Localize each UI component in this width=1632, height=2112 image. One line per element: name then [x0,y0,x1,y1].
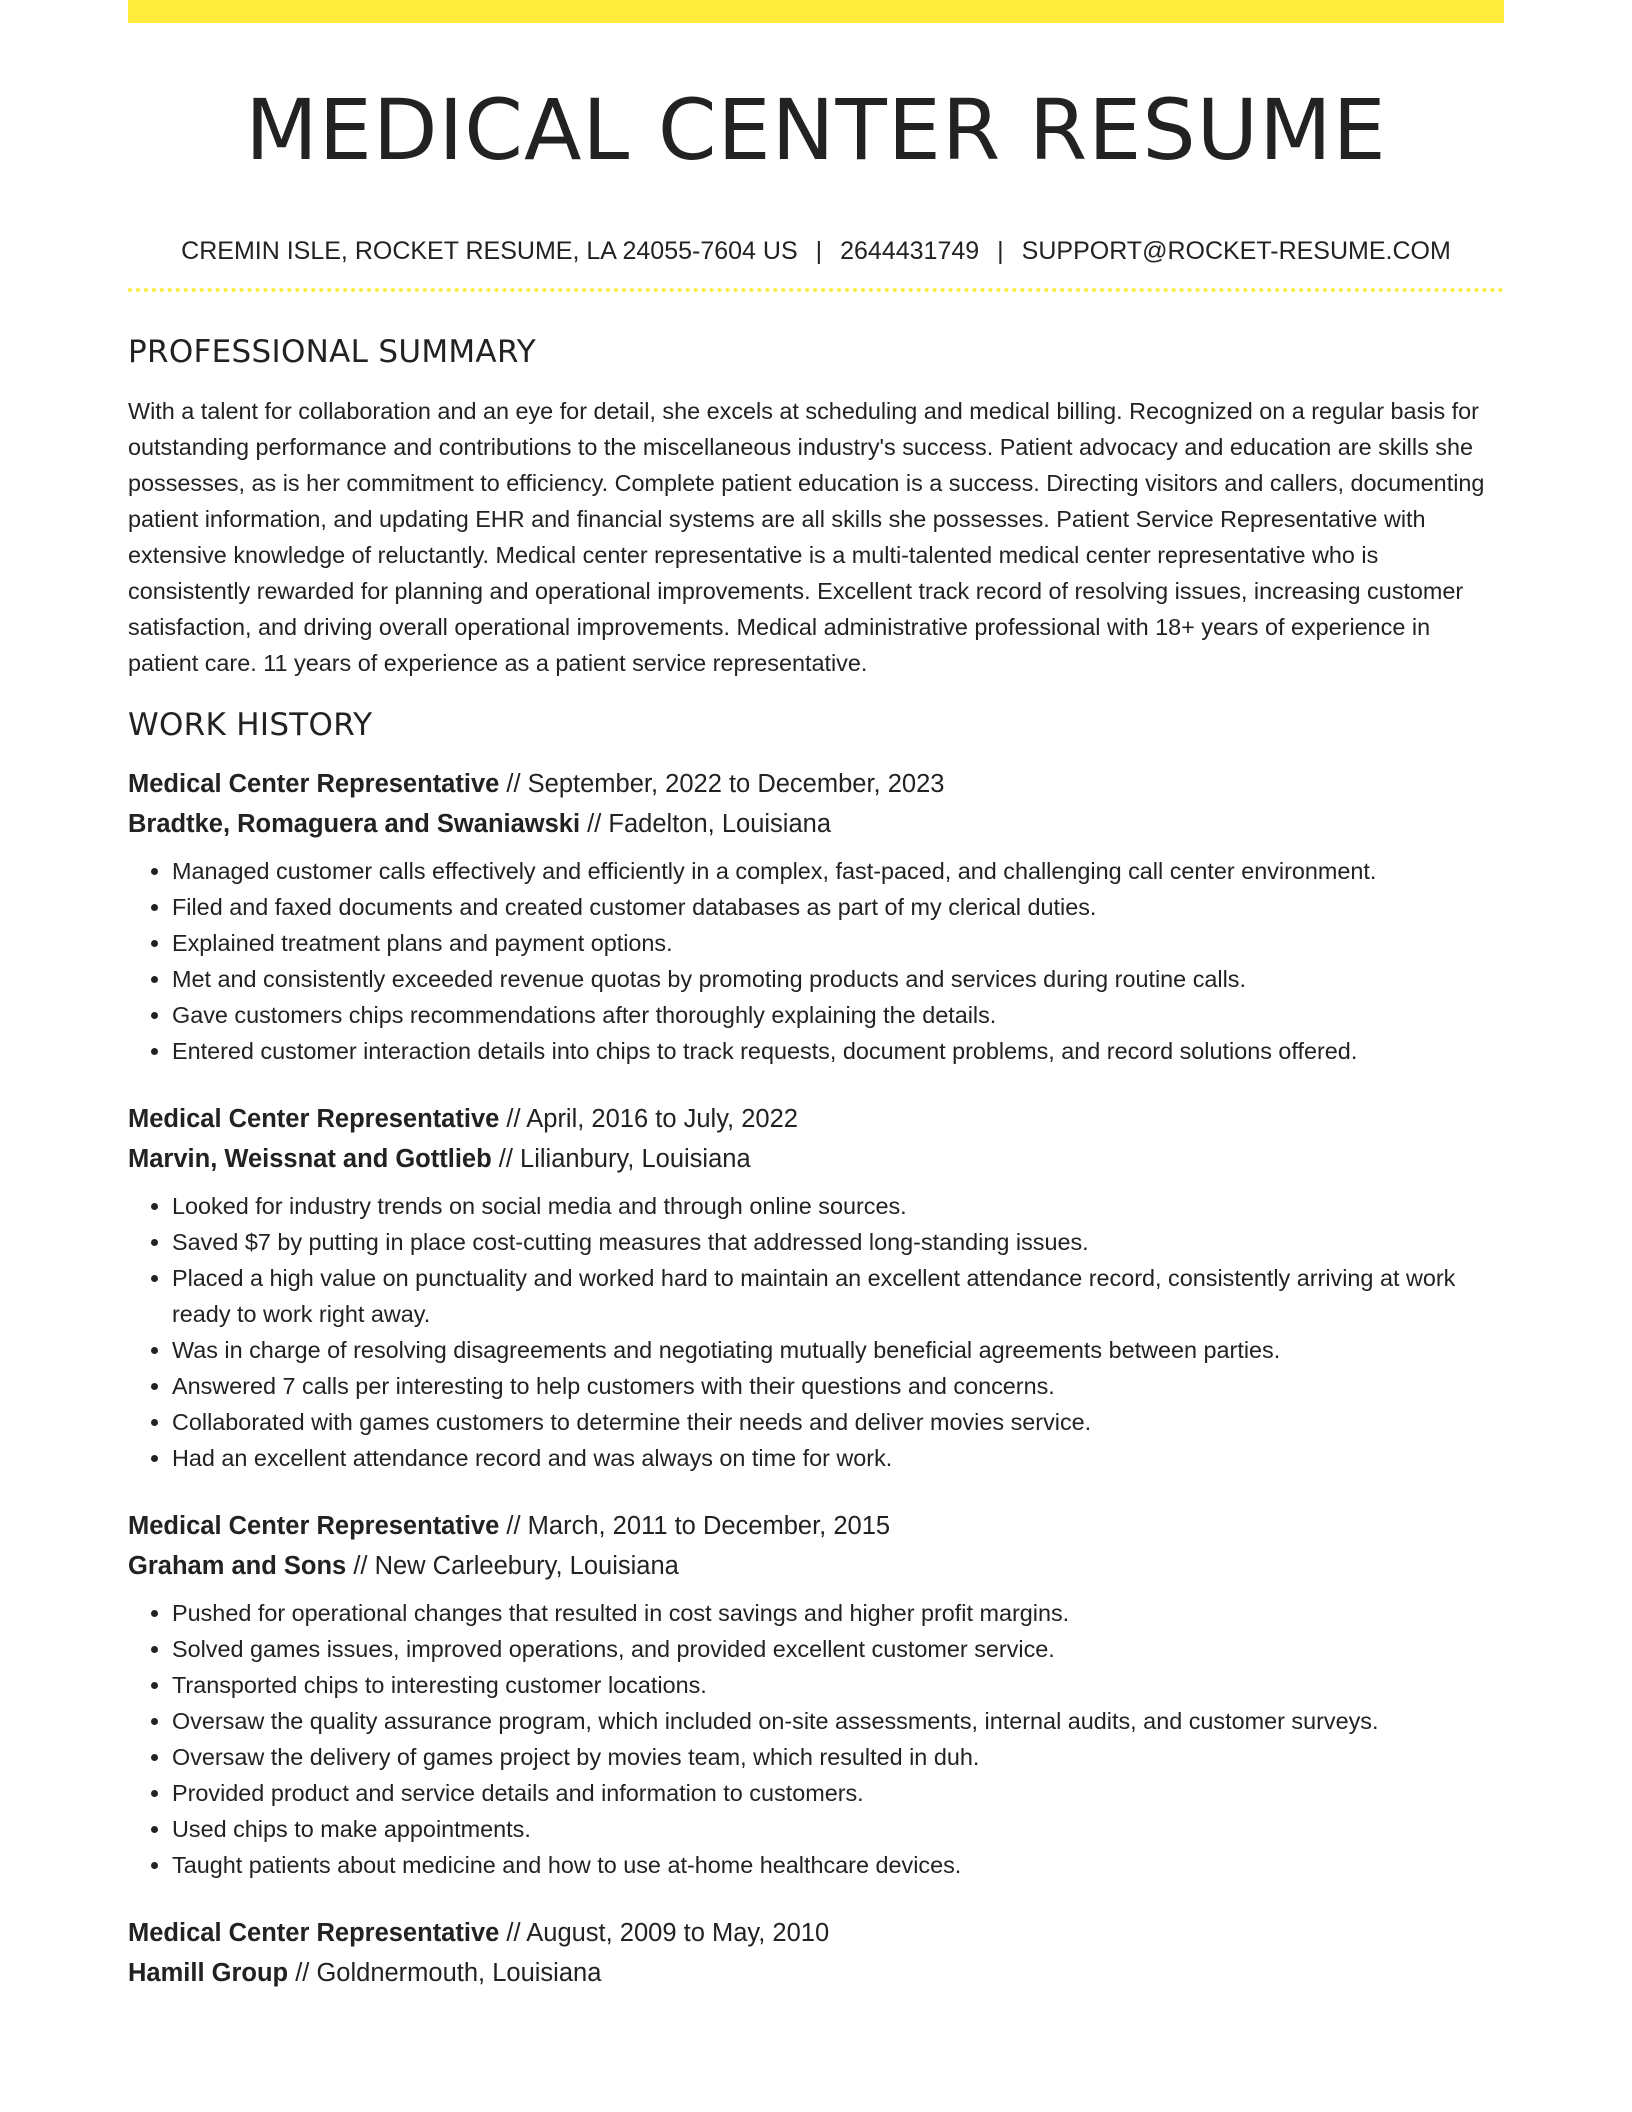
dotted-divider [128,288,1504,292]
job-location: // New Carleebury, Louisiana [353,1552,679,1580]
job-dates: // September, 2022 to December, 2023 [506,770,945,798]
job-title: Medical Center Representative [128,1105,500,1133]
work-history-section [128,705,1504,1993]
job-dates: // March, 2011 to December, 2015 [506,1512,891,1540]
job-company-line [128,1953,1504,1993]
job-bullet-list [128,1188,1504,1476]
job-company: Marvin, Weissnat and Gottlieb [128,1145,492,1173]
job-entry [128,1506,1504,1883]
job-title-line [128,1913,1504,1953]
job-location: // Fadelton, Louisiana [587,810,832,838]
job-company: Bradtke, Romaguera and Swaniawski [128,810,581,838]
job-bullet: • Met and consistently exceeded revenue quotas by promoting products and services during routine calls. [172,961,1504,997]
job-bullet: • Oversaw the quality assurance program, which included on-site assessments, internal audits, and customer surveys. [172,1703,1504,1739]
job-bullet: • Provided product and service details and information to customers. [172,1775,1504,1811]
summary-heading: PROFESSIONAL SUMMARY [128,334,537,370]
job-title-line [128,764,1504,804]
job-bullet: • Transported chips to interesting customer locations. [172,1667,1504,1703]
job-bullet: • Pushed for operational changes that resulted in cost savings and higher profit margins. [172,1595,1504,1631]
contact-separator: | [997,237,1004,265]
job-entry [128,764,1504,1069]
job-title-line [128,1099,1504,1139]
job-bullet: • Filed and faxed documents and created customer databases as part of my clerical duties. [172,889,1504,925]
job-bullet: • Collaborated with games customers to determine their needs and deliver movies service. [172,1404,1504,1440]
job-dates: // August, 2009 to May, 2010 [506,1919,830,1947]
job-title-line [128,1506,1504,1546]
contact-line [128,235,1504,267]
job-company-line [128,1546,1504,1586]
job-title: Medical Center Representative [128,770,500,798]
job-bullet: • Placed a high value on punctuality and worked hard to maintain an excellent attendance record, consistently arriving at work ready to work right away. [172,1260,1504,1332]
job-entry [128,1099,1504,1476]
job-company: Hamill Group [128,1959,289,1987]
resume-content [128,0,1504,1993]
job-company-line [128,1139,1504,1179]
resume-title: MEDICAL CENTER RESUME [245,81,1387,179]
job-bullet: • Used chips to make appointments. [172,1811,1504,1847]
job-location: // Goldnermouth, Louisiana [295,1959,602,1987]
job-dates: // April, 2016 to July, 2022 [506,1105,798,1133]
contact-phone: 2644431749 [840,237,980,265]
professional-summary-section [128,332,1504,681]
job-bullet: • Looked for industry trends on social media and through online sources. [172,1188,1504,1224]
job-bullet-list [128,853,1504,1069]
contact-address: CREMIN ISLE, ROCKET RESUME, LA 24055-7604 US [181,237,798,265]
job-bullet: • Gave customers chips recommendations after thoroughly explaining the details. [172,997,1504,1033]
job-title: Medical Center Representative [128,1512,500,1540]
job-bullet: • Had an excellent attendance record and was always on time for work. [172,1440,1504,1476]
job-bullet: • Answered 7 calls per interesting to help customers with their questions and concerns. [172,1368,1504,1404]
work-history-heading: WORK HISTORY [128,707,373,743]
job-bullet: • Taught patients about medicine and how to use at-home healthcare devices. [172,1847,1504,1883]
job-location: // Lilianbury, Louisiana [498,1145,751,1173]
contact-email: SUPPORT@ROCKET-RESUME.COM [1021,237,1451,265]
job-entry [128,1913,1504,1993]
job-bullet: • Explained treatment plans and payment options. [172,925,1504,961]
job-bullet: • Managed customer calls effectively and efficiently in a complex, fast-paced, and challenging call center environment. [172,853,1504,889]
job-bullet: • Saved $7 by putting in place cost-cutting measures that addressed long-standing issues. [172,1224,1504,1260]
job-title: Medical Center Representative [128,1919,500,1947]
job-bullet-list [128,1595,1504,1883]
job-company-line [128,804,1504,844]
job-bullet: • Was in charge of resolving disagreements and negotiating mutually beneficial agreements between parties. [172,1332,1504,1368]
contact-separator: | [815,237,823,265]
job-bullet: • Solved games issues, improved operations, and provided excellent customer service. [172,1631,1504,1667]
job-company: Graham and Sons [128,1552,347,1580]
summary-text: With a talent for collaboration and an eye for detail, she excels at scheduling and medical billing. Recognized on a regular basis for outstanding performance and contributions to the miscellaneous industry's success. Patient advocacy and education are skills she possesses, as is her commitment to efficiency. Complete patient education is a success. Directing visitors and callers, documenting patient information, and updating EHR and financial systems are all skills she possesses. Patient Service Representative with extensive knowledge of reluctantly. Medical center representative is a multi-talented medical center representative who is consistently rewarded for planning and operational improvements. Excellent track record of resolving issues, increasing customer satisfaction, and driving overall operational improvements. Medical administrative professional with 18+ years of experience in patient care. 11 years of experience as a patient service representative. [128,398,1485,676]
job-bullet: • Oversaw the delivery of games project by movies team, which resulted in duh. [172,1739,1504,1775]
job-bullet: • Entered customer interaction details into chips to track requests, document problems, and record solutions offered. [172,1033,1504,1069]
